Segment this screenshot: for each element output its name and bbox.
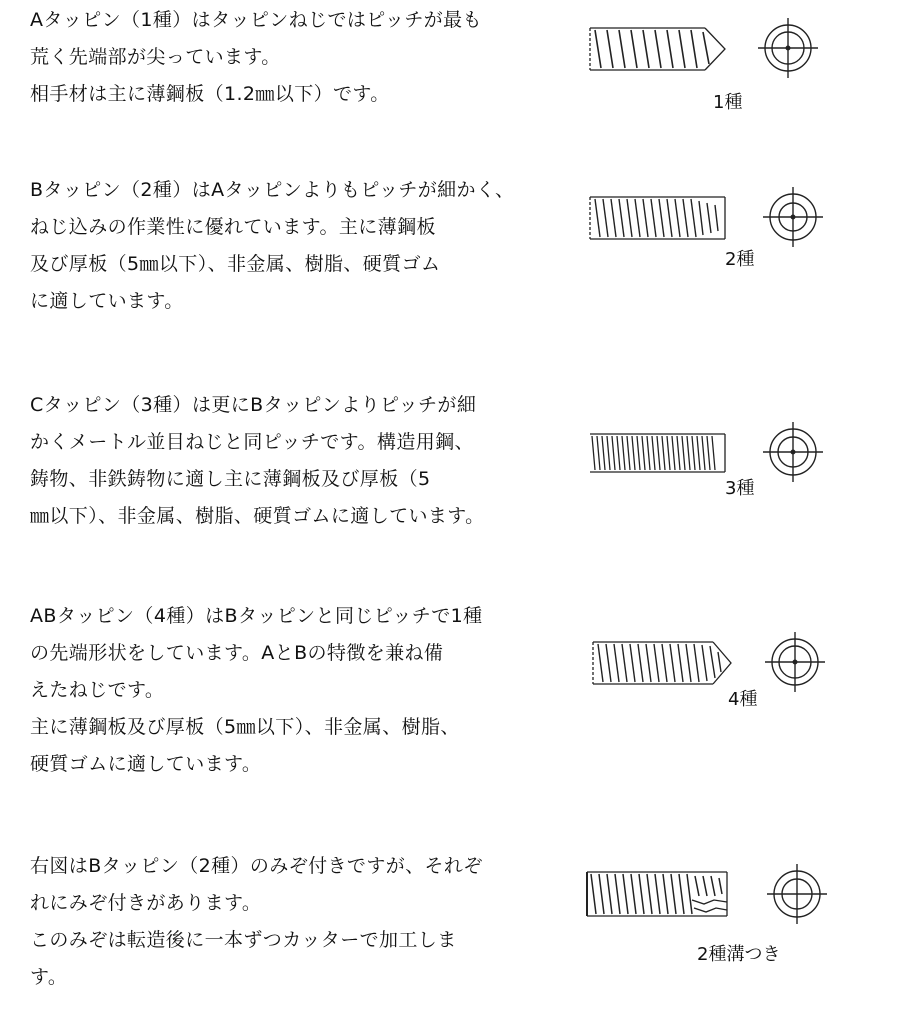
text-line: 及び厚板（5㎜以下）、非金属、樹脂、硬質ゴム	[30, 253, 441, 275]
screw-side-view	[590, 28, 725, 70]
screw-figure-grooved	[582, 858, 832, 928]
text-line: 右図はBタッピン（2種）のみぞ付きですが、それぞ	[30, 855, 483, 877]
description-type-3	[30, 387, 535, 535]
text-line: に適しています。	[30, 290, 184, 312]
text-line: 主に薄鋼板及び厚板（5㎜以下）、非金属、樹脂、	[30, 716, 460, 738]
figure-caption: 1種	[713, 92, 743, 113]
text-line: えたねじです。	[30, 679, 165, 701]
description-type-2	[30, 172, 535, 320]
text-line: Bタッピン（2種）はAタッピンよりもピッチが細かく、	[30, 179, 515, 201]
text-line: す。	[30, 966, 68, 988]
text-line: かくメートル並目ねじと同ピッチです。構造用鋼、	[30, 431, 474, 453]
screw-figure-type-1	[585, 14, 835, 84]
screw-end-view	[763, 422, 823, 482]
screw-figure-type-2	[585, 183, 835, 253]
screw-side-view	[593, 642, 731, 684]
figure-caption: 2種	[725, 249, 755, 270]
figure-caption: 2種溝つき	[697, 944, 781, 965]
text-line: ㎜以下）、非金属、樹脂、硬質ゴムに適しています。	[30, 505, 485, 527]
text-line: れにみぞ付きがあります。	[30, 892, 262, 914]
text-line: Aタッピン（1種）はタッピンねじではピッチが最も	[30, 9, 482, 31]
screw-figure-type-3	[585, 418, 835, 488]
screw-side-view	[587, 872, 727, 916]
screw-side-view	[590, 434, 725, 472]
text-line: このみぞは転造後に一本ずつカッターで加工しま	[30, 929, 457, 951]
text-line: ABタッピン（4種）はBタッピンと同じピッチで1種	[30, 605, 483, 627]
figure-caption: 3種	[725, 478, 755, 499]
screw-side-view	[590, 197, 725, 239]
text-line: 相手材は主に薄鋼板（1.2㎜以下）です。	[30, 83, 390, 105]
description-grooved	[30, 848, 535, 996]
text-line: 鋳物、非鉄鋳物に適し主に薄鋼板及び厚板（5	[30, 468, 431, 490]
screw-end-view	[765, 632, 825, 692]
screw-end-view	[758, 18, 818, 78]
screw-end-view	[763, 187, 823, 247]
screw-figure-type-4	[588, 628, 838, 698]
text-line: Cタッピン（3種）は更にBタッピンよりピッチが細	[30, 394, 477, 416]
text-line: 硬質ゴムに適しています。	[30, 753, 262, 775]
groove-cut	[692, 900, 727, 904]
description-type-4	[30, 598, 535, 783]
text-line: の先端形状をしています。AとBの特徴を兼ね備	[30, 642, 444, 664]
description-type-1	[30, 2, 535, 113]
text-line: ねじ込みの作業性に優れています。主に薄鋼板	[30, 216, 436, 238]
figure-caption: 4種	[728, 689, 758, 710]
text-line: 荒く先端部が尖っています。	[30, 46, 281, 68]
screw-end-view	[767, 864, 827, 924]
